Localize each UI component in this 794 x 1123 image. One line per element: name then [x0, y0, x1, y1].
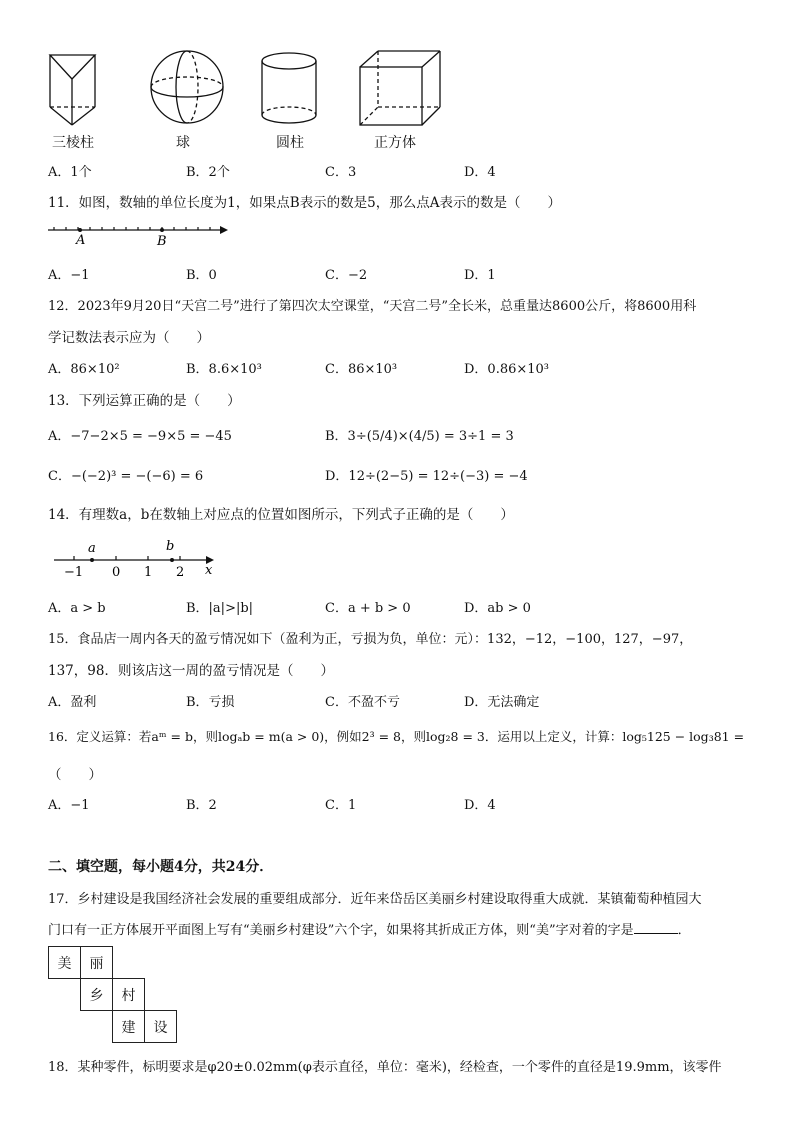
- q12-option-a[interactable]: A．86×10²: [48, 362, 120, 377]
- q10-option-d[interactable]: D．4: [464, 165, 496, 180]
- q14-option-c[interactable]: C．a + b > 0: [325, 601, 411, 616]
- q17-stem-line2-row: [48, 919, 691, 938]
- q11-option-b[interactable]: B．0: [186, 268, 217, 283]
- q14-label-b: b: [166, 539, 175, 554]
- net-cell-4: 村: [112, 978, 145, 1011]
- q14-point-b: [170, 558, 174, 562]
- solids-figure: [40, 45, 460, 130]
- q11-point-a: [78, 228, 82, 232]
- q16-stem-line1: 16．定义运算：若aᵐ = b，则logₐb = m(a > 0)，例如2³ = 8，则log₂8 = 3．运用以上定义，计算：log₅125 − log₃81 =: [48, 729, 745, 744]
- q11-point-b: [160, 228, 164, 232]
- net-cell-1: 美: [48, 946, 81, 979]
- q11-number-line: [44, 218, 234, 248]
- q14-axis-label: x: [205, 563, 213, 578]
- q16-option-c[interactable]: C．1: [325, 798, 357, 813]
- q15-option-a[interactable]: A．盈利: [48, 695, 97, 710]
- q18-stem: 18．某种零件，标明要求是φ20±0.02mm(φ表示直径，单位：毫米)，经检查，一个零件的直径是19.9mm，该零件: [48, 1060, 722, 1075]
- triangular-prism-shape: [50, 55, 95, 125]
- q14-tick-2: 2: [176, 565, 185, 580]
- q14-tick-0: 0: [112, 565, 121, 580]
- net-cell-2: 丽: [80, 946, 113, 979]
- q10-option-a[interactable]: A．1个: [48, 165, 92, 180]
- section-fill-in-title: 二、填空题，每小题4分，共24分．: [48, 859, 274, 875]
- q12-stem-line1: 12．2023年9月20日“天宫二号”进行了第四次太空课堂，“天宫二号”全长米，总重量达8600公斤，将8600用科: [48, 299, 697, 314]
- q14-tick-neg1: −1: [64, 565, 84, 580]
- q14-label-a: a: [88, 541, 96, 556]
- q12-stem-line2: 学记数法表示应为（ ）: [48, 330, 210, 346]
- q17-stem-line2: 门口有一正方体展开平面图上写有“美丽乡村建设”六个字，如果将其折成正方体，则“美”字对着的字是: [48, 923, 634, 938]
- q13-option-c[interactable]: C．−(−2)³ = −(−6) = 6: [48, 469, 204, 484]
- q13-option-b[interactable]: B．3÷(5/4)×(4/5) = 3÷1 = 3: [325, 429, 514, 444]
- q14-option-d[interactable]: D．ab > 0: [464, 601, 531, 616]
- q14-stem: 14．有理数a，b在数轴上对应点的位置如图所示，下列式子正确的是（ ）: [48, 507, 514, 523]
- q17-stem-line1: 17．乡村建设是我国经济社会发展的重要组成部分．近年来岱岳区美丽乡村建设取得重大成就．某镇葡萄种植园大: [48, 892, 702, 907]
- q13-option-d[interactable]: D．12÷(2−5) = 12÷(−3) = −4: [325, 469, 528, 484]
- q11-option-c[interactable]: C．−2: [325, 268, 368, 283]
- q14-point-a: [90, 558, 94, 562]
- q12-option-b[interactable]: B．8.6×10³: [186, 362, 262, 377]
- q14-number-line: [50, 538, 230, 580]
- q15-option-b[interactable]: B．亏损: [186, 695, 235, 710]
- q16-option-a[interactable]: A．−1: [48, 798, 90, 813]
- net-cell-3: 乡: [80, 978, 113, 1011]
- q10-option-b[interactable]: B．2个: [186, 165, 230, 180]
- q13-stem: 13．下列运算正确的是（ ）: [48, 393, 241, 409]
- shape-label-cylinder: 圆柱: [276, 135, 304, 151]
- q11-option-d[interactable]: D．1: [464, 268, 496, 283]
- q14-option-b[interactable]: B．|a|>|b|: [186, 601, 254, 616]
- shape-label-prism: 三棱柱: [52, 135, 94, 151]
- q17-stem-end: ．: [677, 923, 691, 938]
- q11-label-b: B: [157, 234, 167, 248]
- q13-option-a[interactable]: A．−7−2×5 = −9×5 = −45: [48, 429, 232, 444]
- q10-option-c[interactable]: C．3: [325, 165, 357, 180]
- q14-tick-1: 1: [144, 565, 153, 580]
- q14-option-a[interactable]: A．a > b: [48, 601, 106, 616]
- q11-label-a: A: [76, 233, 86, 248]
- q11-option-a[interactable]: A．−1: [48, 268, 90, 283]
- net-cell-6: 设: [144, 1010, 177, 1043]
- net-cell-5: 建: [112, 1010, 145, 1043]
- shape-label-sphere: 球: [176, 135, 190, 151]
- q12-option-d[interactable]: D．0.86×10³: [464, 362, 550, 377]
- q15-option-c[interactable]: C．不盈不亏: [325, 695, 400, 710]
- q15-stem-line2: 137，98．则该店这一周的盈亏情况是（ ）: [48, 663, 334, 679]
- q17-answer-blank[interactable]: [634, 921, 678, 934]
- q16-option-d[interactable]: D．4: [464, 798, 496, 813]
- q16-stem-line2: （ ）: [48, 767, 102, 783]
- q12-option-c[interactable]: C．86×10³: [325, 362, 398, 377]
- shape-label-cube: 正方体: [374, 135, 416, 151]
- q16-option-b[interactable]: B．2: [186, 798, 217, 813]
- q15-stem-line1: 15．食品店一周内各天的盈亏情况如下（盈利为正，亏损为负，单位：元）：132，−12，−100，127，−97，: [48, 632, 693, 647]
- q11-stem: 11．如图，数轴的单位长度为1，如果点B表示的数是5，那么点A表示的数是（ ）: [48, 195, 562, 211]
- q15-option-d[interactable]: D．无法确定: [464, 695, 540, 710]
- sphere-shape: [151, 51, 223, 123]
- cylinder-shape: [262, 53, 316, 123]
- cube-shape: [360, 51, 440, 125]
